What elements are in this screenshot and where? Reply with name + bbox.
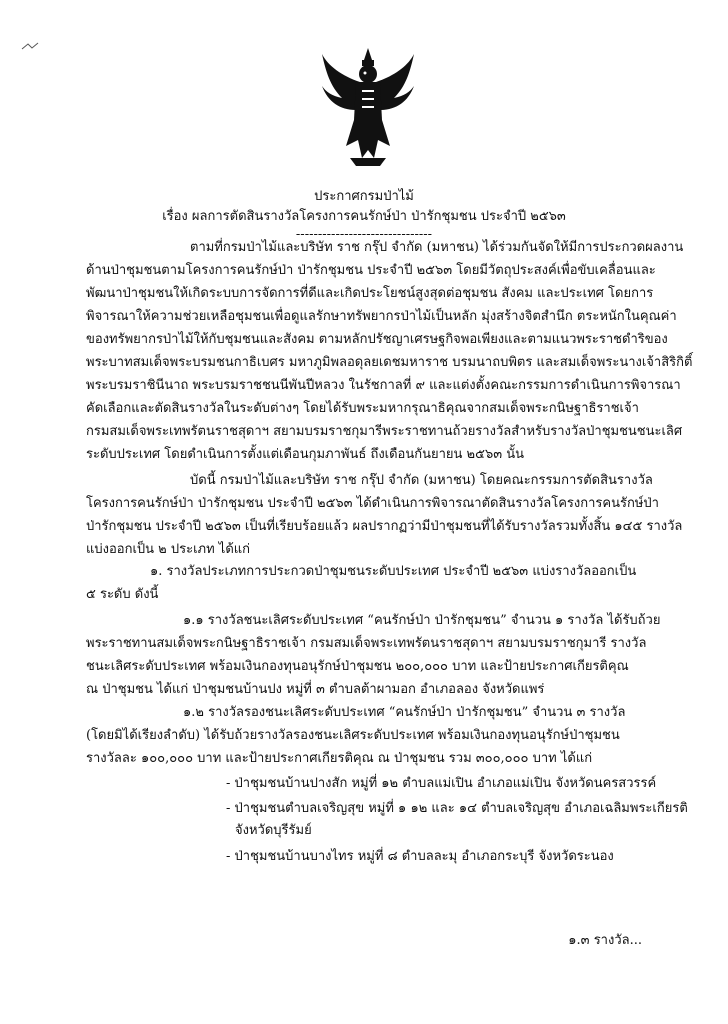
- paragraph-1-line: พัฒนาป่าชุมชนให้เกิดระบบการจัดการที่ดีและเกิดประโยชน์สูงสุดต่อชุมชน สังคม และประเทศ โดยการ: [86, 286, 654, 301]
- paragraph-1-line: คัดเลือกและตัดสินรางวัลในระดับต่างๆ โดยได้รับพระมหากรุณาธิคุณจากสมเด็จพระกนิษฐาธิราชเจ้า: [86, 401, 639, 416]
- item-1-2-line: ๑.๒ รางวัลรองชนะเลิศระดับประเทศ “คนรักษ์ป่า ป่ารักชุมชน” จำนวน ๓ รางวัล: [183, 705, 626, 720]
- paragraph-1-line: ด้านป่าชุมชนตามโครงการคนรักษ์ป่า ป่ารักชุมชน ประจำปี ๒๕๖๓ โดยมีวัตถุประสงค์เพื่อขับเคลื่อนและ: [86, 263, 656, 278]
- item-1-1-line: ชนะเลิศระดับประเทศ พร้อมเงินกองทุนอนุรักษ์ป่าชุมชน ๒๐๐,๐๐๐ บาท และป้ายประกาศเกียรติคุณ: [86, 659, 629, 674]
- paragraph-2-line: แบ่งออกเป็น ๒ ประเภท ได้แก่: [86, 542, 251, 557]
- paragraph-2-line: โครงการคนรักษ์ป่า ป่ารักชุมชน ประจำปี ๒๕๖๓ ได้ดำเนินการพิจารณาตัดสินรางวัลโครงการคนรักษ์ป่า: [86, 496, 659, 511]
- section-1-heading-cont: ๕ ระดับ ดังนี้: [86, 587, 159, 602]
- announcement-title: ประกาศกรมป่าไม้: [314, 189, 414, 204]
- winner-list-item: - ป่าชุมชนตำบลเจริญสุข หมู่ที่ ๑ ๑๒ และ ๑๔ ตำบลเจริญสุข อำเภอเฉลิมพระเกียรติ: [226, 801, 688, 816]
- item-1-1-line: ๑.๑ รางวัลชนะเลิศระดับประเทศ “คนรักษ์ป่า ป่ารักชุมชน” จำนวน ๑ รางวัล ได้รับถ้วย: [183, 613, 661, 628]
- announcement-subject: เรื่อง ผลการตัดสินรางวัลโครงการคนรักษ์ป่า ป่ารักชุมชน ประจำปี ๒๕๖๓: [162, 209, 566, 224]
- paragraph-1-line: พิจารณาให้ความช่วยเหลือชุมชนเพื่อดูแลรักษาทรัพยากรป่าไม้เป็นหลัก มุ่งสร้างจิตสำนึก ตระหนักในคุณค่า: [86, 309, 677, 324]
- section-1-heading: ๑. รางวัลประเภทการประกวดป่าชุมชนระดับประเทศ ประจำปี ๒๕๖๓ แบ่งรางวัลออกเป็น: [150, 564, 637, 579]
- header-divider: -------------------------------: [295, 227, 433, 242]
- item-1-2-line: (โดยมิได้เรียงลำดับ) ได้รับถ้วยรางวัลรองชนะเลิศระดับประเทศ พร้อมเงินกองทุนอนุรักษ์ป่าชุมชน: [86, 728, 620, 743]
- winner-list-item-cont: จังหวัดบุรีรัมย์: [235, 823, 312, 838]
- paragraph-2-line: ป่ารักชุมชน ประจำปี ๒๕๖๓ เป็นที่เรียบร้อยแล้ว ผลปรากฏว่ามีป่าชุมชนที่ได้รับรางวัลรวมทั้งสิ้น ๑๔๕ รางวัล: [86, 519, 683, 534]
- paragraph-1-line: ระดับประเทศ โดยดำเนินการตั้งแต่เดือนกุมภาพันธ์ ถึงเดือนกันยายน ๒๕๖๓ นั้น: [86, 447, 525, 462]
- stray-mark-icon: [20, 40, 50, 52]
- garuda-emblem-icon: [320, 46, 416, 168]
- paragraph-1-line: พระบรมราชินีนาถ พระบรมราชชนนีพันปีหลวง ในรัชกาลที่ ๙ และแต่งตั้งคณะกรรมการดำเนินการพิจารณา: [86, 378, 681, 393]
- paragraph-1-line: พระบาทสมเด็จพระบรมชนกาธิเบศร มหาภูมิพลอดุลยเดชมหาราช บรมนาถบพิตร และสมเด็จพระนางเจ้าสิริกิติ์: [86, 355, 693, 370]
- winner-list-item: - ป่าชุมชนบ้านปางสัก หมู่ที่ ๑๒ ตำบลแม่เปิน อำเภอแม่เปิน จังหวัดนครสวรรค์: [226, 776, 657, 791]
- paragraph-1-line: ของทรัพยากรป่าไม้ให้กับชุมชนและสังคม ตามหลักปรัชญาเศรษฐกิจพอเพียงและตามแนวพระราชดำริของ: [86, 332, 668, 347]
- paragraph-2-line: บัดนี้ กรมป่าไม้และบริษัท ราช กรุ๊ป จำกัด (มหาชน) โดยคณะกรรมการตัดสินรางวัล: [190, 473, 653, 488]
- paragraph-1-line: กรมสมเด็จพระเทพรัตนราชสุดาฯ สยามบรมราชกุมารีพระราชทานถ้วยรางวัลสำหรับรางวัลป่าชุมชนชนะเลิศ: [86, 424, 683, 439]
- paragraph-1-line: ตามที่กรมป่าไม้และบริษัท ราช กรุ๊ป จำกัด (มหาชน) ได้ร่วมกันจัดให้มีการประกวดผลงาน: [190, 240, 684, 255]
- item-1-1-line: พระราชทานสมเด็จพระกนิษฐาธิราชเจ้า กรมสมเด็จพระเทพรัตนราชสุดาฯ สยามบรมราชกุมารี รางวัล: [86, 636, 647, 651]
- item-1-1-line: ณ ป่าชุมชน ได้แก่ ป่าชุมชนบ้านปง หมู่ที่ ๓ ตำบลต้าผามอก อำเภอลอง จังหวัดแพร่: [86, 682, 545, 697]
- winner-list-item: - ป่าชุมชนบ้านบางไทร หมู่ที่ ๘ ตำบลละมุ อำเภอกระบุรี จังหวัดระนอง: [226, 849, 614, 864]
- page-continuation: ๑.๓ รางวัล...: [568, 933, 642, 948]
- item-1-2-line: รางวัลละ ๑๐๐,๐๐๐ บาท และป้ายประกาศเกียรติคุณ ณ ป่าชุมชน รวม ๓๐๐,๐๐๐ บาท ได้แก่: [86, 751, 593, 766]
